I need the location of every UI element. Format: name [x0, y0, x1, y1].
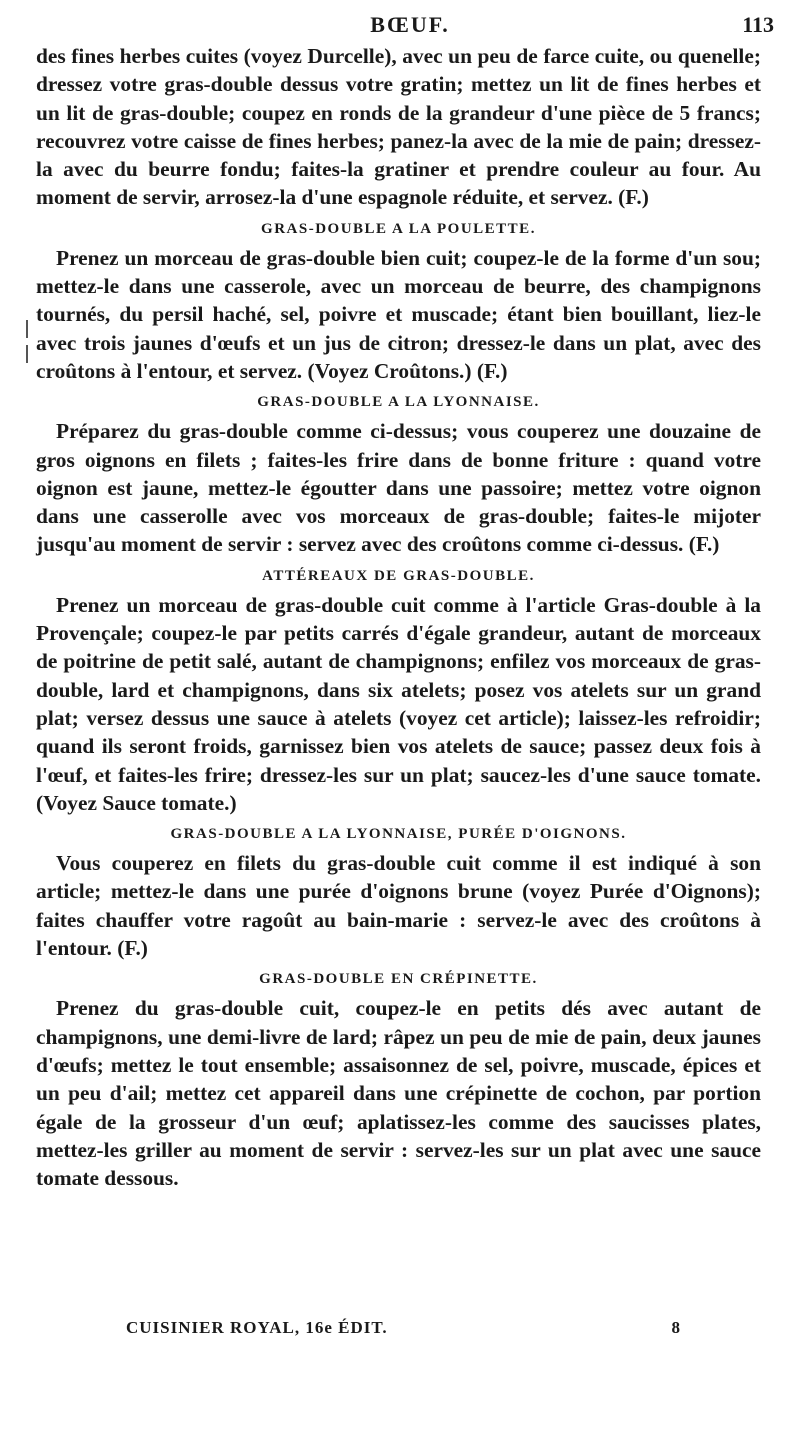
section-text: Prenez du gras-double cuit, coupez-le en petits dés avec autant de champignons, une demi-livre de lard; râpez un peu de mie de pain, deux jaunes d'œufs; mettez le tout ensemble; assaisonnez de sel, poivre, muscade, épices et un peu d'ail; mettez cet appareil dans une crépinette de cochon, par portion égale de la grosseur d'un œuf; aplatissez-les comme des saucisses plates, mettez-les griller au moment de servir : servez-les sur un plat avec une sauce tomate dessous. [36, 996, 761, 1191]
section-title: GRAS-DOUBLE A LA LYONNAISE, PURÉE D'OIGNONS. [170, 826, 627, 843]
signature-number: 8 [671, 1318, 681, 1337]
section-title: ATTÉREAUX DE GRAS-DOUBLE. [262, 567, 535, 584]
running-head [40, 10, 780, 40]
section-text: Vous couperez en filets du gras-double cuit comme il est indiqué à son article; mettez-le dans une purée d'oignons brune (voyez Purée d'Oignons); faites chauffer votre ragoût au bain-marie : servez-le avec des croûtons à l'entour. (F.) [36, 851, 761, 961]
page-body [36, 42, 761, 1192]
section-text: Prenez un morceau de gras-double bien cuit; coupez-le de la forme d'un sou; mettez-le dans une casserole, avec un morceau de beurre, des champignons tournés, du persil haché, sel, poivre et muscade; étant bien bouillant, liez-le avec trois jaunes d'œufs et un jus de citron; dressez-le dans un plat, avec des croûtons à l'entour, et servez. (Voyez Croûtons.) (F.) [36, 245, 761, 383]
running-title: BŒUF. [370, 12, 450, 37]
margin-mark [26, 320, 28, 338]
margin-mark [26, 345, 28, 363]
section-title: GRAS-DOUBLE EN CRÉPINETTE. [259, 971, 538, 988]
section-text: Préparez du gras-double comme ci-dessus; vous couperez une douzaine de gros oignons en filets ; faites-les frire dans de bonne friture : quand votre oignon est jaune, mettez-le égoutter dans une passoire; mettez votre oignon dans une casserolle avec vos morceaux de gras-double; faites-le mijoter jusqu'au moment de servir : servez avec des croûtons comme ci-dessus. (F.) [36, 419, 761, 557]
page-number: 113 [742, 12, 774, 37]
signature-mark: CUISINIER ROYAL, 16e ÉDIT. [126, 1318, 388, 1337]
page-footer [36, 1318, 761, 1344]
intro-paragraph: des fines herbes cuites (voyez Durcelle), avec un peu de farce cuite, ou quenelle; dressez votre gras-double dessus votre gratin; mettez un lit de fines herbes et un lit de gras-double; coupez en ronds de la grandeur d'une pièce de 5 francs; recouvrez votre caisse de fines herbes; panez-la avec de la mie de pain; dressez-la avec du beurre fondu; faites-la gratiner et prendre couleur au four. Au moment de servir, arrosez-la d'une espagnole réduite, et servez. (F.) [36, 44, 761, 210]
section-title: GRAS-DOUBLE A LA POULETTE. [261, 220, 536, 237]
section-text: Prenez un morceau de gras-double cuit comme à l'article Gras-double à la Provençale; coupez-le par petits carrés d'égale grandeur, autant de morceaux de poitrine de petit salé, autant de champignons; enfilez vos morceaux de gras-double, lard et champignons, dans six atelets; posez vos atelets sur un grand plat; versez dessus une sauce à atelets (voyez cet article); laissez-les refroidir; quand ils seront froids, garnissez bien vos atelets de sauce; passez deux fois à l'œuf, et faites-les frire; dressez-les sur un plat; saucez-les d'une sauce tomate. (Voyez Sauce tomate.) [36, 592, 761, 815]
section-title: GRAS-DOUBLE A LA LYONNAISE. [257, 394, 540, 411]
